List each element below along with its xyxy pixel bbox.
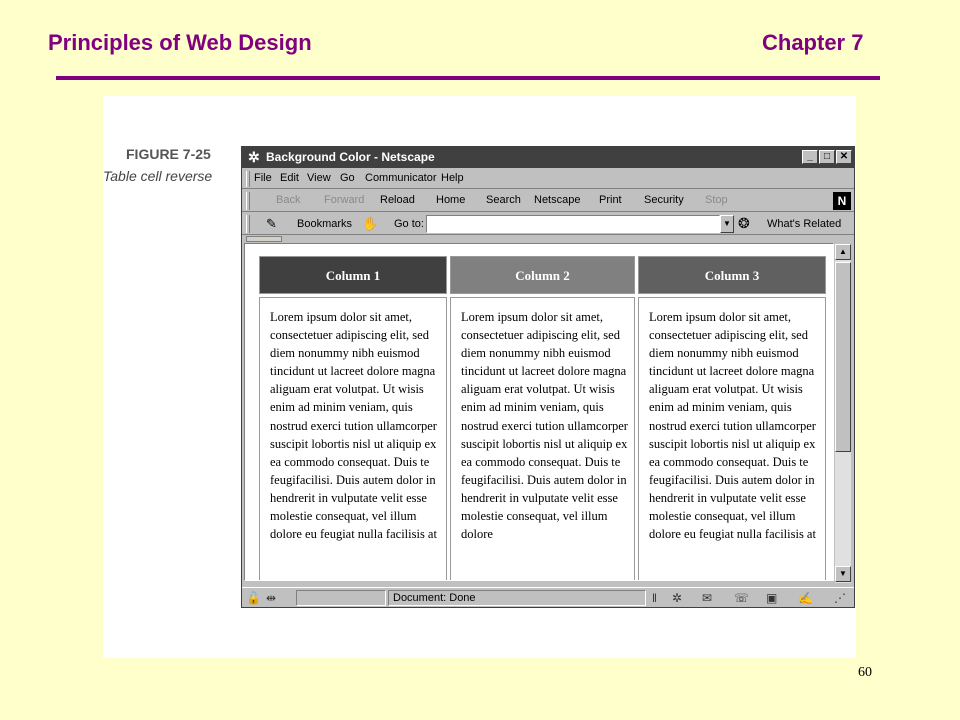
reload-button[interactable]: Reload [380, 194, 415, 206]
window-titlebar[interactable] [242, 147, 854, 168]
menu-go[interactable]: Go [340, 172, 355, 184]
window-title: Background Color - Netscape [266, 150, 435, 164]
scrollbar-thumb[interactable] [835, 262, 851, 452]
connection-icon: ⇹ [266, 591, 277, 605]
navigation-toolbar [242, 190, 854, 212]
status-separator-icon: ‖ [652, 591, 657, 605]
toolbar-grip[interactable] [246, 192, 250, 210]
progress-bar [296, 590, 386, 606]
print-button[interactable]: Print [599, 194, 622, 206]
search-button[interactable]: Search [486, 194, 521, 206]
vertical-scrollbar[interactable] [835, 244, 851, 583]
table-cell-column-2: Lorem ipsum dolor sit amet, consectetuer adipiscing elit, sed diem nonummy nibh euismod tincidunt ut lacreet dolore magna aliguam erat volutpat. Ut wisis enim ad minim veniam, quis nostrud exerci tution ullamcorper suscipit lobortis nisl ut aliquip ex ea commodo consequat. Duis te feugifacilisi. Duis autem dolor in hendrerit in vulputate velit esse molestie consequat, vel illum dolore [450, 297, 635, 581]
netscape-logo-icon[interactable]: N [833, 192, 851, 210]
discussion-icon[interactable]: ☏ [734, 591, 750, 605]
url-dropdown-button[interactable]: ▼ [720, 215, 734, 233]
bookmarks-icon[interactable]: ✎ [266, 216, 277, 231]
page-content [244, 243, 834, 581]
close-button[interactable]: ✕ [836, 150, 852, 164]
composer-icon[interactable]: ✍ [798, 591, 813, 605]
location-toolbar [242, 213, 854, 235]
whats-related-icon[interactable]: ❂ [738, 215, 750, 231]
back-button[interactable]: Back [276, 194, 301, 206]
slide-title: Principles of Web Design [48, 30, 312, 55]
whats-related-button[interactable]: What's Related [767, 218, 842, 230]
toolbar-grip[interactable] [246, 171, 250, 187]
table-header-column-2: Column 2 [450, 256, 635, 294]
url-input[interactable] [426, 215, 720, 233]
navigator-icon[interactable]: ✲ [672, 591, 683, 605]
toolbar-grip[interactable] [246, 215, 250, 233]
netscape-button[interactable]: Netscape [534, 194, 581, 206]
security-button[interactable]: Security [644, 194, 684, 206]
table-header-column-3: Column 3 [638, 256, 826, 294]
resize-grip-icon[interactable]: ⋰ [834, 591, 846, 605]
scroll-down-arrow-icon[interactable]: ▼ [835, 566, 851, 582]
figure-caption: Table cell reverse [103, 168, 213, 184]
table-cell-column-1: Lorem ipsum dolor sit amet, consectetuer adipiscing elit, sed diem nonummy nibh euismod tincidunt ut lacreet dolore magna aliguam erat volutpat. Ut wisis enim ad minim veniam, quis nostrud exerci tution ullamcorper suscipit lobortis nisl ut aliquip ex ea commodo consequat. Duis te feugifacilisi. Duis autem dolor in hendrerit in vulputate velit esse molestie consequat, vel illum dolore eu feugiat nulla facilisis at [259, 297, 447, 581]
table-cell-column-3: Lorem ipsum dolor sit amet, consectetuer adipiscing elit, sed diem nonummy nibh euismod tincidunt ut lacreet dolore magna aliguam erat volutpat. Ut wisis enim ad minim veniam, quis nostrud exerci tution ullamcorper suscipit lobortis nisl ut aliquip ex ea commodo consequat. Duis te feugifacilisi. Duis autem dolor in hendrerit in vulputate velit esse molestie consequat, vel illum dolore eu feugiat nulla facilisis at [638, 297, 826, 581]
minimize-button[interactable]: _ [802, 150, 818, 164]
menu-file[interactable]: File [254, 172, 272, 184]
figure-label: FIGURE 7-25 [126, 146, 211, 162]
menu-edit[interactable]: Edit [280, 172, 299, 184]
location-icon[interactable]: ✋ [362, 216, 379, 231]
home-button[interactable]: Home [436, 194, 466, 206]
netscape-app-icon[interactable]: ✲ [248, 149, 260, 165]
security-lock-icon[interactable]: 🔓 [246, 591, 261, 605]
mail-icon[interactable]: ✉ [702, 591, 713, 605]
status-bar [242, 587, 854, 607]
menu-communicator[interactable]: Communicator [365, 172, 437, 184]
table-header-column-1: Column 1 [259, 256, 447, 294]
maximize-button[interactable]: □ [819, 150, 835, 164]
menu-view[interactable]: View [307, 172, 331, 184]
goto-label: Go to: [394, 218, 424, 230]
title-divider [56, 76, 880, 80]
stop-button[interactable]: Stop [705, 194, 728, 206]
forward-button[interactable]: Forward [324, 194, 365, 206]
scroll-up-arrow-icon[interactable]: ▲ [835, 244, 851, 260]
status-text: Document: Done [388, 590, 646, 606]
chapter-label: Chapter 7 [762, 30, 864, 55]
browser-window [241, 146, 855, 608]
page-number: 60 [858, 665, 872, 680]
menu-bar [242, 169, 854, 189]
menu-help[interactable]: Help [441, 172, 464, 184]
bookmarks-button[interactable]: Bookmarks [297, 218, 353, 230]
address-book-icon[interactable]: ▣ [766, 591, 778, 605]
collapsed-toolbar-tab[interactable] [246, 236, 282, 242]
